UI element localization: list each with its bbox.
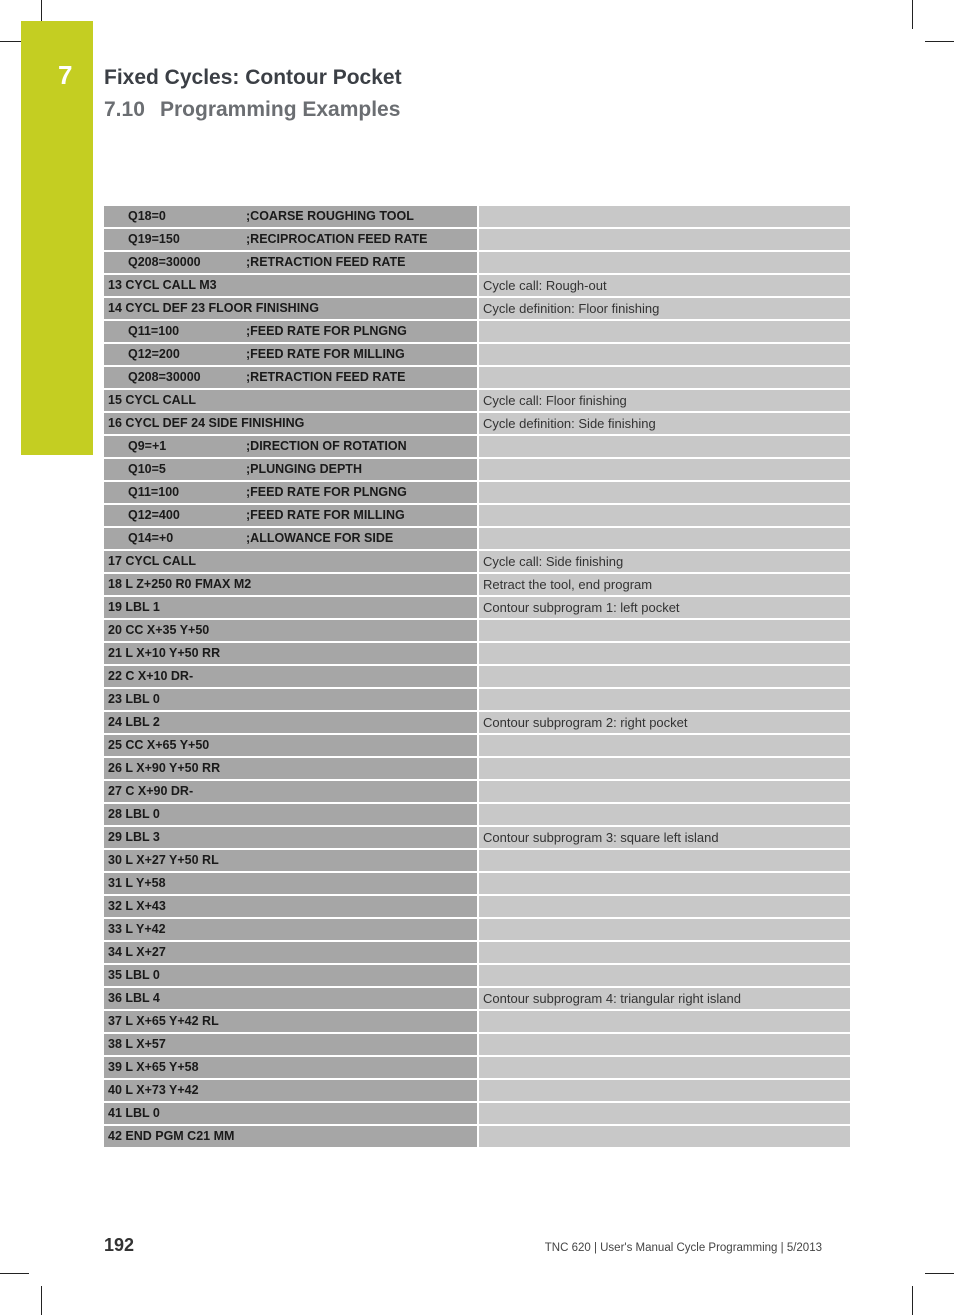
code-cell [104, 712, 479, 735]
table-row [104, 528, 850, 551]
code-text: 32 L X+43 [108, 899, 166, 913]
comment-cell: Contour subprogram 4: triangular right island [479, 988, 850, 1011]
param-value: Q18=0 [128, 209, 166, 223]
crop-mark [0, 1273, 29, 1274]
comment-cell [479, 942, 850, 965]
comment-cell [479, 896, 850, 919]
code-text: 15 CYCL CALL [108, 393, 196, 407]
chapter-number: 7 [58, 60, 73, 90]
table-row [104, 298, 850, 321]
code-cell [104, 321, 479, 344]
code-cell [104, 781, 479, 804]
section-number: 7.10 [104, 98, 145, 121]
param-value: Q11=100 [128, 324, 180, 338]
code-text: 29 LBL 3 [108, 830, 160, 844]
code-cell [104, 505, 479, 528]
comment-cell [479, 873, 850, 896]
table-row [104, 459, 850, 482]
code-cell [104, 1080, 479, 1103]
comment-cell [479, 643, 850, 666]
code-text: 38 L X+57 [108, 1037, 166, 1051]
code-cell [104, 413, 479, 436]
comment-cell: Contour subprogram 1: left pocket [479, 597, 850, 620]
code-cell [104, 206, 479, 229]
comment-cell [479, 1103, 850, 1126]
comment-cell [479, 505, 850, 528]
param-description: ;RETRACTION FEED RATE [246, 255, 406, 269]
comment-cell [479, 919, 850, 942]
param-value: Q208=30000 [128, 255, 201, 269]
table-row [104, 275, 850, 298]
table-row [104, 850, 850, 873]
comment-cell [479, 1057, 850, 1080]
table-row [104, 597, 850, 620]
code-text: 14 CYCL DEF 23 FLOOR FINISHING [108, 301, 319, 315]
code-text: 39 L X+65 Y+58 [108, 1060, 199, 1074]
code-cell [104, 804, 479, 827]
code-cell [104, 965, 479, 988]
code-text: 28 LBL 0 [108, 807, 160, 821]
table-row [104, 781, 850, 804]
crop-mark [0, 41, 21, 42]
code-text: 20 CC X+35 Y+50 [108, 623, 210, 637]
table-row [104, 551, 850, 574]
comment-cell [479, 689, 850, 712]
code-cell [104, 551, 479, 574]
param-value: Q11=100 [128, 485, 180, 499]
comment-cell [479, 781, 850, 804]
table-row [104, 666, 850, 689]
param-value: Q12=400 [128, 508, 180, 522]
program-table [104, 206, 850, 1149]
table-row [104, 482, 850, 505]
code-cell [104, 919, 479, 942]
code-cell [104, 735, 479, 758]
table-row [104, 367, 850, 390]
param-value: Q14=+0 [128, 531, 174, 545]
code-text: 30 L X+27 Y+50 RL [108, 853, 219, 867]
table-row [104, 252, 850, 275]
code-text: 35 LBL 0 [108, 968, 160, 982]
code-text: 18 L Z+250 R0 FMAX M2 [108, 577, 252, 591]
comment-cell [479, 344, 850, 367]
chapter-title: Fixed Cycles: Contour Pocket [104, 66, 402, 89]
code-cell [104, 942, 479, 965]
comment-cell [479, 1080, 850, 1103]
table-row [104, 1103, 850, 1126]
comment-cell [479, 252, 850, 275]
comment-cell [479, 229, 850, 252]
code-cell [104, 367, 479, 390]
table-row [104, 413, 850, 436]
table-row [104, 804, 850, 827]
code-text: 42 END PGM C21 MM [108, 1129, 235, 1143]
code-cell [104, 758, 479, 781]
code-text: 21 L X+10 Y+50 RR [108, 646, 221, 660]
code-cell [104, 1126, 479, 1149]
code-cell [104, 344, 479, 367]
crop-mark [925, 41, 954, 42]
param-description: ;FEED RATE FOR PLNGNG [246, 324, 407, 338]
code-cell [104, 252, 479, 275]
crop-mark [912, 1286, 913, 1315]
comment-cell: Contour subprogram 2: right pocket [479, 712, 850, 735]
code-text: 25 CC X+65 Y+50 [108, 738, 210, 752]
table-row [104, 620, 850, 643]
code-cell [104, 275, 479, 298]
comment-cell [479, 850, 850, 873]
code-cell [104, 666, 479, 689]
table-row [104, 206, 850, 229]
table-row [104, 712, 850, 735]
comment-cell: Cycle call: Rough-out [479, 275, 850, 298]
code-text: 22 C X+10 DR- [108, 669, 194, 683]
code-text: 19 LBL 1 [108, 600, 160, 614]
code-cell [104, 229, 479, 252]
code-cell [104, 1103, 479, 1126]
param-description: ;FEED RATE FOR MILLING [246, 508, 405, 522]
code-text: 40 L X+73 Y+42 [108, 1083, 199, 1097]
comment-cell [479, 1126, 850, 1149]
code-text: 26 L X+90 Y+50 RR [108, 761, 221, 775]
code-text: 27 C X+90 DR- [108, 784, 194, 798]
code-cell [104, 689, 479, 712]
code-cell [104, 1057, 479, 1080]
table-row [104, 574, 850, 597]
param-description: ;COARSE ROUGHING TOOL [246, 209, 414, 223]
section-title-text: Programming Examples [160, 98, 401, 121]
comment-cell: Cycle call: Floor finishing [479, 390, 850, 413]
comment-cell [479, 436, 850, 459]
code-text: 34 L X+27 [108, 945, 166, 959]
code-cell [104, 298, 479, 321]
param-value: Q208=30000 [128, 370, 201, 384]
code-cell [104, 873, 479, 896]
code-cell [104, 390, 479, 413]
comment-cell [479, 482, 850, 505]
table-row [104, 344, 850, 367]
code-text: 17 CYCL CALL [108, 554, 196, 568]
code-cell [104, 988, 479, 1011]
comment-cell [479, 206, 850, 229]
page-number: 192 [104, 1235, 135, 1255]
code-text: 23 LBL 0 [108, 692, 160, 706]
code-cell [104, 620, 479, 643]
table-row [104, 965, 850, 988]
code-cell [104, 528, 479, 551]
comment-cell: Retract the tool, end program [479, 574, 850, 597]
param-description: ;ALLOWANCE FOR SIDE [246, 531, 394, 545]
crop-mark [41, 1286, 42, 1315]
table-row [104, 505, 850, 528]
code-cell [104, 459, 479, 482]
param-value: Q9=+1 [128, 439, 167, 453]
param-description: ;RETRACTION FEED RATE [246, 370, 406, 384]
param-value: Q10=5 [128, 462, 166, 476]
comment-cell: Cycle definition: Floor finishing [479, 298, 850, 321]
table-row [104, 1057, 850, 1080]
table-row [104, 321, 850, 344]
table-row [104, 643, 850, 666]
table-row [104, 1126, 850, 1149]
chapter-tab [21, 21, 93, 455]
code-text: 13 CYCL CALL M3 [108, 278, 217, 292]
code-cell [104, 896, 479, 919]
table-row [104, 735, 850, 758]
param-value: Q12=200 [128, 347, 180, 361]
comment-cell [479, 367, 850, 390]
param-description: ;PLUNGING DEPTH [246, 462, 362, 476]
table-row [104, 1034, 850, 1057]
code-cell [104, 827, 479, 850]
comment-cell [479, 1034, 850, 1057]
param-description: ;RECIPROCATION FEED RATE [246, 232, 428, 246]
table-row [104, 758, 850, 781]
table-row [104, 827, 850, 850]
crop-mark [912, 0, 913, 29]
comment-cell [479, 735, 850, 758]
code-cell [104, 574, 479, 597]
comment-cell [479, 1011, 850, 1034]
comment-cell [479, 758, 850, 781]
table-row [104, 436, 850, 459]
comment-cell [479, 528, 850, 551]
table-row [104, 919, 850, 942]
crop-mark [925, 1273, 954, 1274]
comment-cell [479, 666, 850, 689]
table-row [104, 942, 850, 965]
table-row [104, 390, 850, 413]
code-text: 24 LBL 2 [108, 715, 160, 729]
code-cell [104, 850, 479, 873]
comment-cell [479, 620, 850, 643]
code-text: 31 L Y+58 [108, 876, 166, 890]
table-row [104, 1011, 850, 1034]
param-description: ;FEED RATE FOR PLNGNG [246, 485, 407, 499]
table-row [104, 988, 850, 1011]
code-text: 16 CYCL DEF 24 SIDE FINISHING [108, 416, 305, 430]
param-description: ;FEED RATE FOR MILLING [246, 347, 405, 361]
table-row [104, 1080, 850, 1103]
comment-cell: Cycle definition: Side finishing [479, 413, 850, 436]
code-cell [104, 482, 479, 505]
comment-cell [479, 459, 850, 482]
section-title [104, 98, 400, 122]
crop-mark [41, 0, 42, 21]
code-text: 37 L X+65 Y+42 RL [108, 1014, 219, 1028]
code-text: 36 LBL 4 [108, 991, 160, 1005]
code-cell [104, 643, 479, 666]
table-row [104, 873, 850, 896]
comment-cell [479, 804, 850, 827]
comment-cell: Cycle call: Side finishing [479, 551, 850, 574]
param-description: ;DIRECTION OF ROTATION [246, 439, 407, 453]
code-cell [104, 597, 479, 620]
code-text: 33 L Y+42 [108, 922, 166, 936]
comment-cell [479, 965, 850, 988]
comment-cell [479, 321, 850, 344]
param-value: Q19=150 [128, 232, 180, 246]
code-cell [104, 1034, 479, 1057]
code-cell [104, 1011, 479, 1034]
comment-cell: Contour subprogram 3: square left island [479, 827, 850, 850]
footer-text: TNC 620 | User's Manual Cycle Programming | 5/2013 [544, 1242, 822, 1254]
table-row [104, 229, 850, 252]
table-row [104, 896, 850, 919]
table-row [104, 689, 850, 712]
code-text: 41 LBL 0 [108, 1106, 160, 1120]
code-cell [104, 436, 479, 459]
